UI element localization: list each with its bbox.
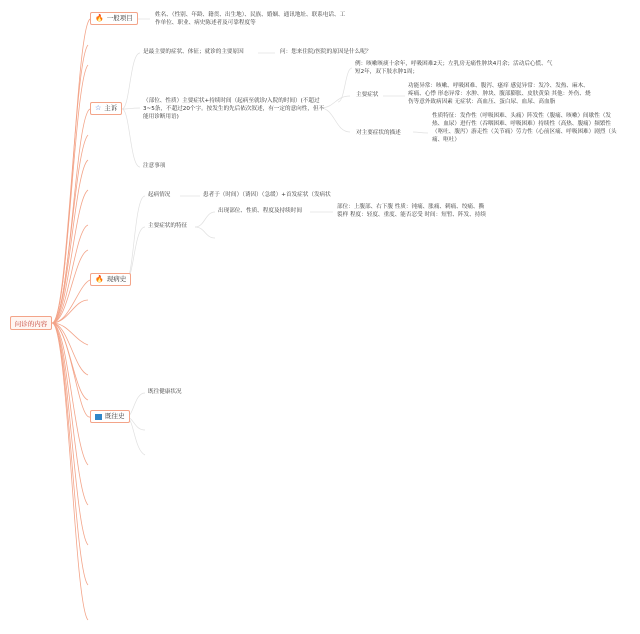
main-symptom-detail: 功能异常：咳嗽、呼吸困难、腹泻、瘙痒 感觉异常：发冷、发热、麻木、疼痛、心悸 形态异常：水肿、肿块、腹部膨胀、皮肤黄染 其他：外伤、烧伤等意外致病因素 无症状：高血压、蛋白尿、血尿、高血脂	[408, 83, 591, 105]
square-icon	[95, 414, 102, 420]
branch-general-items[interactable]	[90, 12, 138, 25]
features-detail: 部位：上腹部、右下腹 性质：钝痛、胀痛、刺痛、绞痛、撕裂样 程度：轻度、重度、能否忍受 时间：短暂、阵发、持续	[337, 204, 486, 218]
branch-chief-complaint-label: 主诉	[104, 104, 118, 112]
branch-general-items-label: 一般项目	[106, 14, 133, 22]
flame-icon: 🔥	[95, 14, 104, 22]
onset-label: 起病情况	[148, 192, 171, 198]
symptom-description-detail: 性质特征：发作性（呼吸困难、头痛）阵发性（腹痛、咳嗽）间歇性（发热、血尿）进行性（吞咽困难、呼吸困难）持续性（高热、腹痛）频繁性（呕吐、腹泻）游走性（关节痛）劳力性（心前区痛、呼吸困难）剧烈（头痛、呕吐）	[432, 113, 617, 143]
symptom-description-label: 对主要症状的描述	[356, 130, 401, 136]
main-symptom-label: 主要症状	[356, 92, 379, 98]
branch-present-illness-label: 现病史	[106, 275, 127, 283]
chief-definition: 是最主要的症状、体征；就诊的主要原因	[143, 49, 244, 55]
star-icon: ☆	[95, 104, 102, 112]
root-node[interactable]: 问诊的内容	[10, 316, 52, 330]
onset-detail: 患者于（时间）（诱因）（急缓）+首发症状（发病状	[203, 192, 331, 198]
features-sub: 出现部位、性质、程度及持续时间	[218, 208, 302, 214]
general-items-detail: 姓名、（性别、年龄、籍贯、出生地）、民族、婚姻、通讯地址、联系电话、工作单位、职业、病史陈述者及可靠程度等	[155, 12, 346, 26]
flame-icon: 🔥	[95, 275, 104, 283]
features-label: 主要症状的特征	[148, 223, 188, 229]
branch-chief-complaint[interactable]	[90, 102, 122, 115]
branch-past-history[interactable]	[90, 410, 130, 423]
chief-notes-label: 注意事项	[143, 163, 166, 169]
branch-present-illness[interactable]	[90, 273, 131, 286]
chief-example: 例：咳嗽咳痰十余年，呼吸困难2天；左乳房无痛性肿块4月余；活动后心慌、气短2年，双下肢水肿1周；	[355, 61, 553, 75]
branch-past-history-label: 既往史	[105, 412, 125, 420]
past-health-label: 既往健康状况	[148, 389, 182, 395]
chief-definition-note: 问：您来住院/医院的原因是什么呢？	[280, 49, 372, 55]
chief-elements: （部位、性质）主要症状+持续时间（起病至就诊/入院的时间）(不超过3~5条，不超过20个字。按发生的先后依次叙述，有一定的意向性，但不能用诊断用语)	[143, 98, 325, 120]
